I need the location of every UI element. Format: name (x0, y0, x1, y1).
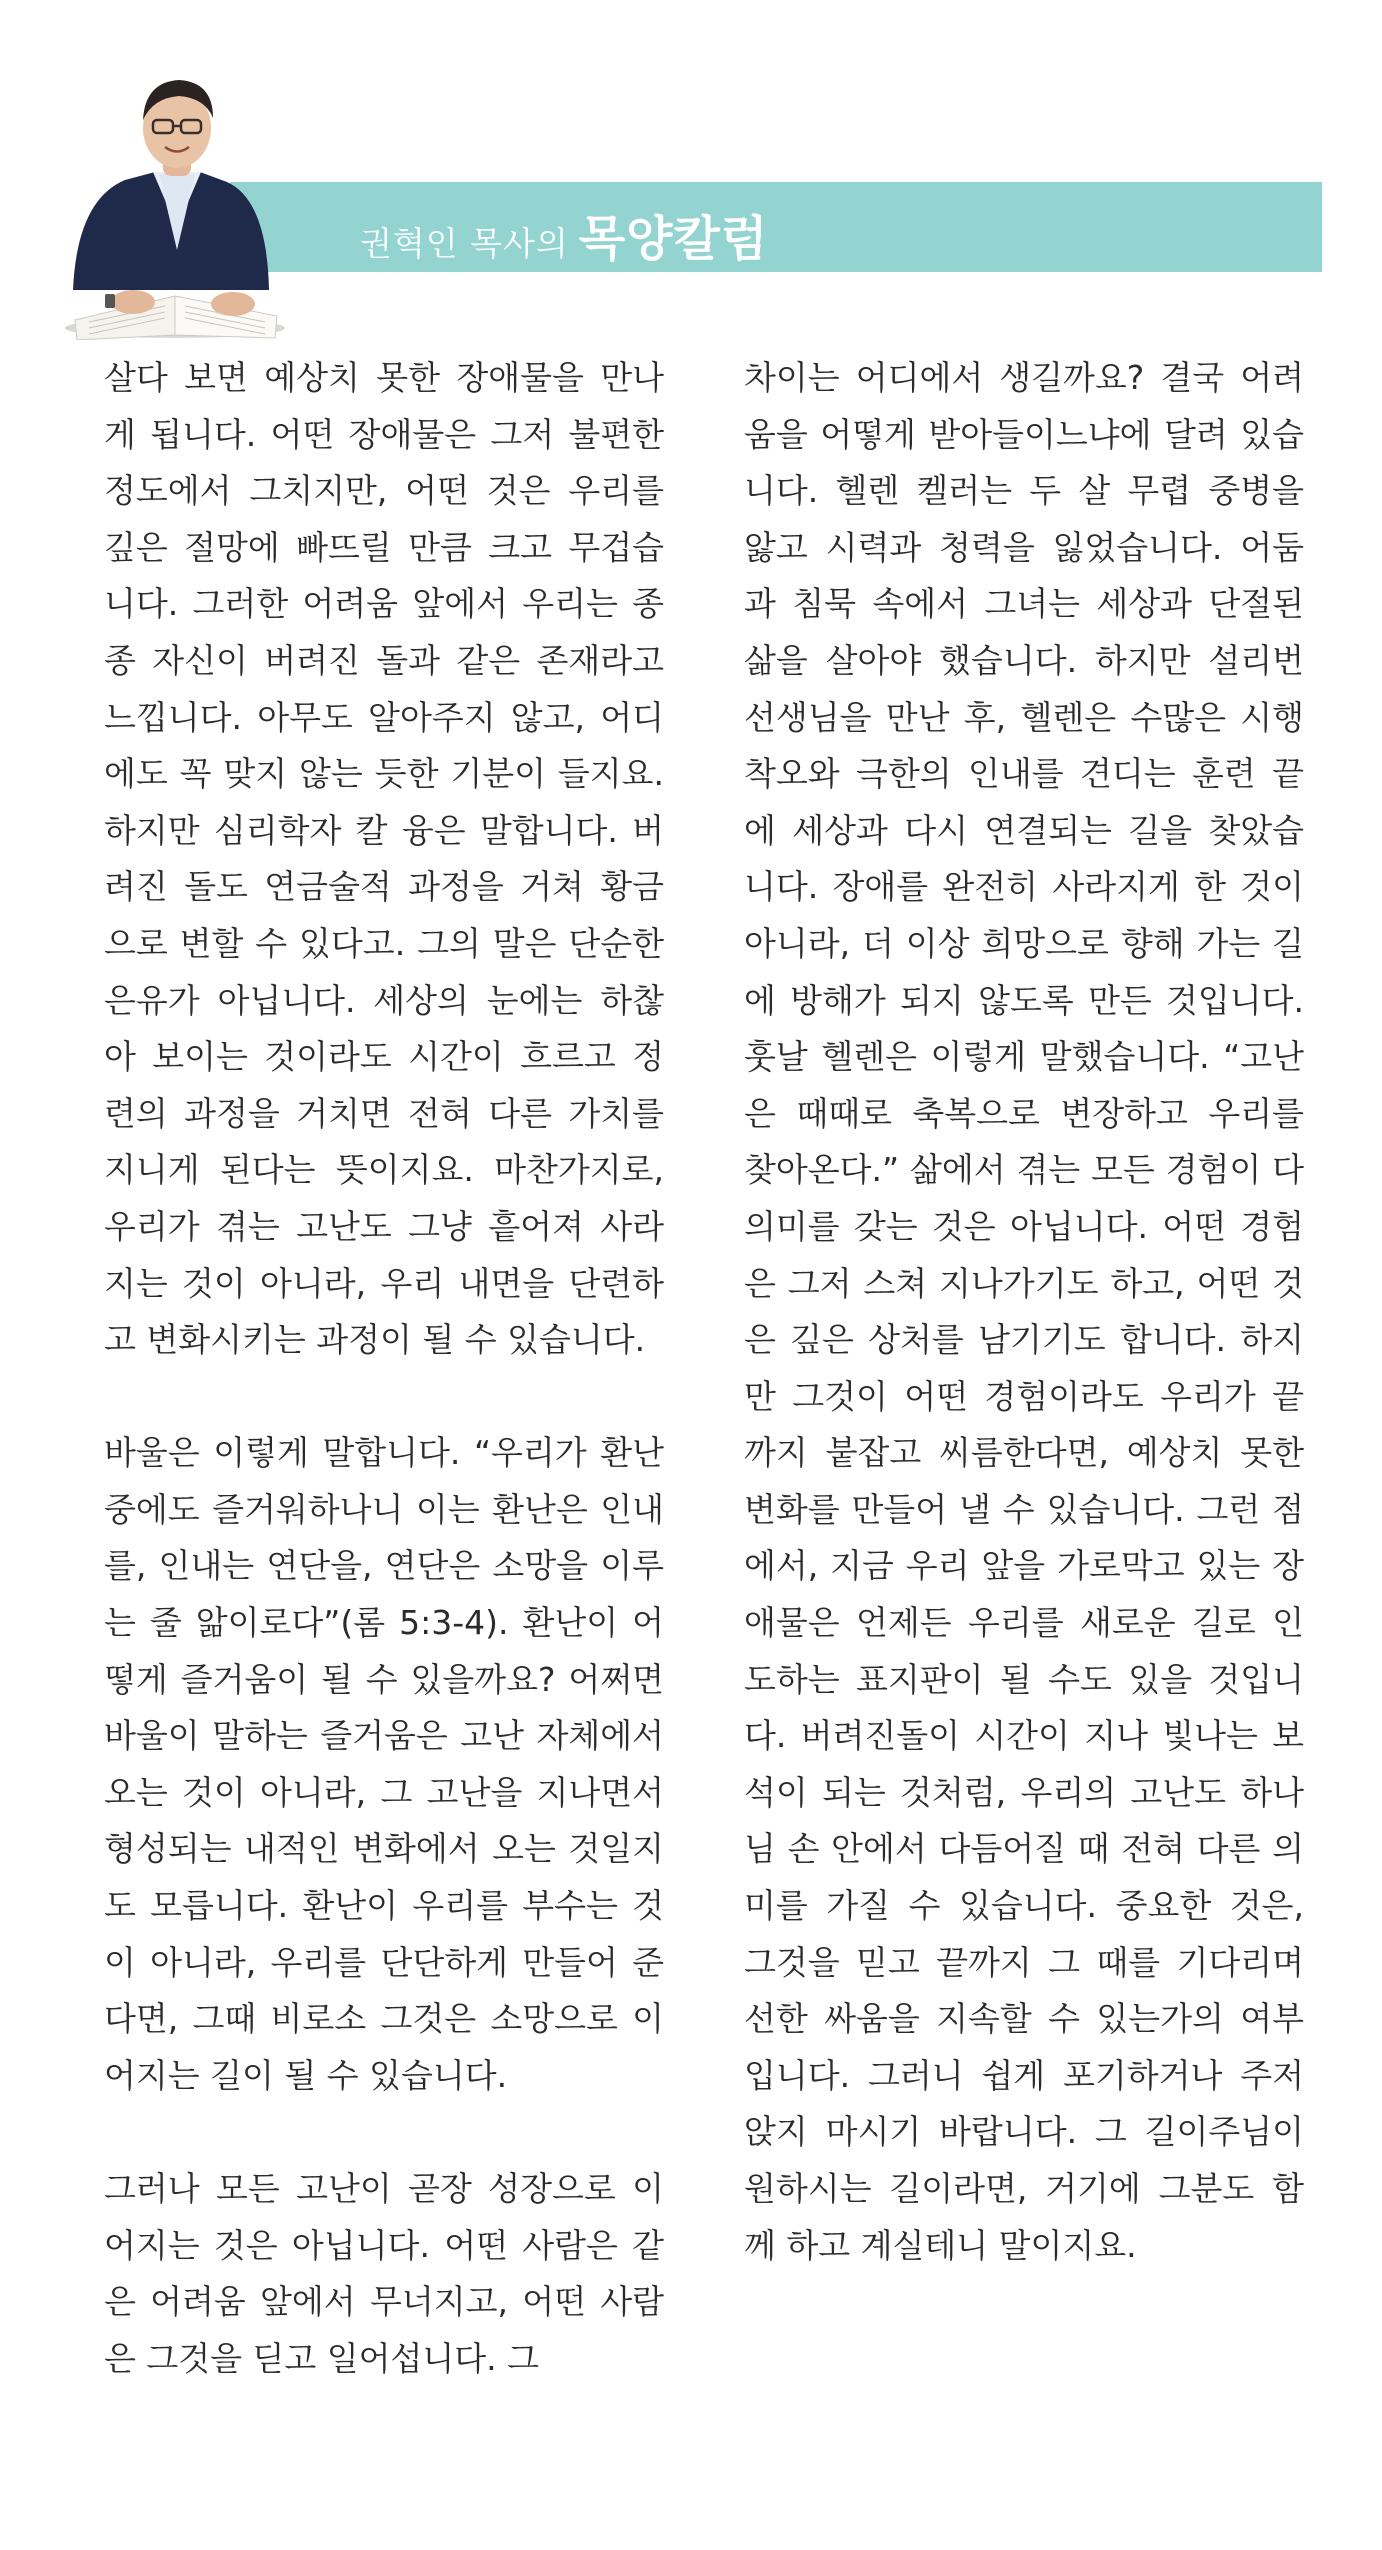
paragraph: 차이는 어디에서 생길까요? 결국 어려움을 어떻게 받아들이느냐에 달려 있습니다. 헬렌 켈러는 두 살 무렵 중병을 앓고 시력과 청력을 잃었습니다. 어둠과 침묵 속에서 그녀는 세상과 단절된 삶을 살아야 했습니다. 하지만 설리번 선생님을 만난 후, 헬렌은 수많은 시행착오와 극한의 인내를 견디는 훈련 끝에 세상과 다시 연결되는 길을 찾았습니다. 장애를 완전히 사라지게 한 것이 아니라, 더 이상 희망으로 향해 가는 길에 방해가 되지 않도록 만든 것입니다. 훗날 헬렌은 이렇게 말했습니다. “고난은 때때로 축복으로 변장하고 우리를 찾아온다.” 삶에서 겪는 모든 경험이 다 의미를 갖는 것은 아닙니다. 어떤 경험은 그저 스쳐 지나가기도 하고, 어떤 것은 깊은 상처를 남기기도 합니다. 하지만 그것이 어떤 경험이라도 우리가 끝까지 붙잡고 씨름한다면, 예상치 못한 변화를 만들어 낼 수 있습니다. 그런 점에서, 지금 우리 앞을 가로막고 있는 장애물은 언제든 우리를 새로운 길로 인도하는 표지판이 될 수도 있을 것입니다. 버려진돌이 시간이 지나 빛나는 보석이 되는 것처럼, 우리의 고난도 하나님 손 안에서 다듬어질 때 전혀 다른 의미를 가질 수 있습니다. 중요한 것은, 그것을 믿고 끝까지 그 때를 기다리며 선한 싸움을 지속할 수 있는가의 여부입니다. 그러니 쉽게 포기하거나 주저 앉지 마시기 바랍니다. 그 길이주님이 원하시는 길이라면, 거기에 그분도 함께 하고 계실테니 말이지요. (744, 358, 1304, 2265)
column-subtitle: 권혁인 목사의 (360, 224, 569, 263)
column-title (360, 200, 769, 267)
article-body (104, 350, 1304, 2387)
paragraph: 그러나 모든 고난이 곧장 성장으로 이어지는 것은 아닙니다. 어떤 사람은 같은 어려움 앞에서 무너지고, 어떤 사람은 그것을 딛고 일어섭니다. 그 (104, 2169, 664, 2378)
left-column (104, 350, 664, 2387)
paragraph: 살다 보면 예상치 못한 장애물을 만나게 됩니다. 어떤 장애물은 그저 불편한 정도에서 그치지만, 어떤 것은 우리를 깊은 절망에 빠뜨릴 만큼 크고 무겁습니다. 그러한 어려움 앞에서 우리는 종종 자신이 버려진 돌과 같은 존재라고 느낍니다. 아무도 알아주지 않고, 어디에도 꼭 맞지 않는 듯한 기분이 들지요. 하지만 심리학자 칼 융은 말합니다. 버려진 돌도 연금술적 과정을 거쳐 황금으로 변할 수 있다고. 그의 말은 단순한 은유가 아닙니다. 세상의 눈에는 하찮아 보이는 것이라도 시간이 흐르고 정련의 과정을 거치면 전혀 다른 가치를 지니게 된다는 뜻이지요. 마찬가지로, 우리가 겪는 고난도 그냥 흩어져 사라지는 것이 아니라, 우리 내면을 단련하고 변화시키는 과정이 될 수 있습니다. (104, 358, 664, 1360)
pastor-portrait (55, 50, 285, 340)
column-main-title: 목양칼럼 (578, 211, 769, 267)
right-column (744, 350, 1304, 2387)
paragraph: 바울은 이렇게 말합니다. “우리가 환난 중에도 즐거워하나니 이는 환난은 인내를, 인내는 연단을, 연단은 소망을 이루는 줄 앎이로다”(롬 5:3-4). 환난이 어떻게 즐거움이 될 수 있을까요? 어쩌면 바울이 말하는 즐거움은 고난 자체에서 오는 것이 아니라, 그 고난을 지나면서 형성되는 내적인 변화에서 오는 것일지도 모릅니다. 환난이 우리를 부수는 것이 아니라, 우리를 단단하게 만들어 준다면, 그때 비로소 그것은 소망으로 이어지는 길이 될 수 있습니다. (104, 1433, 664, 2095)
